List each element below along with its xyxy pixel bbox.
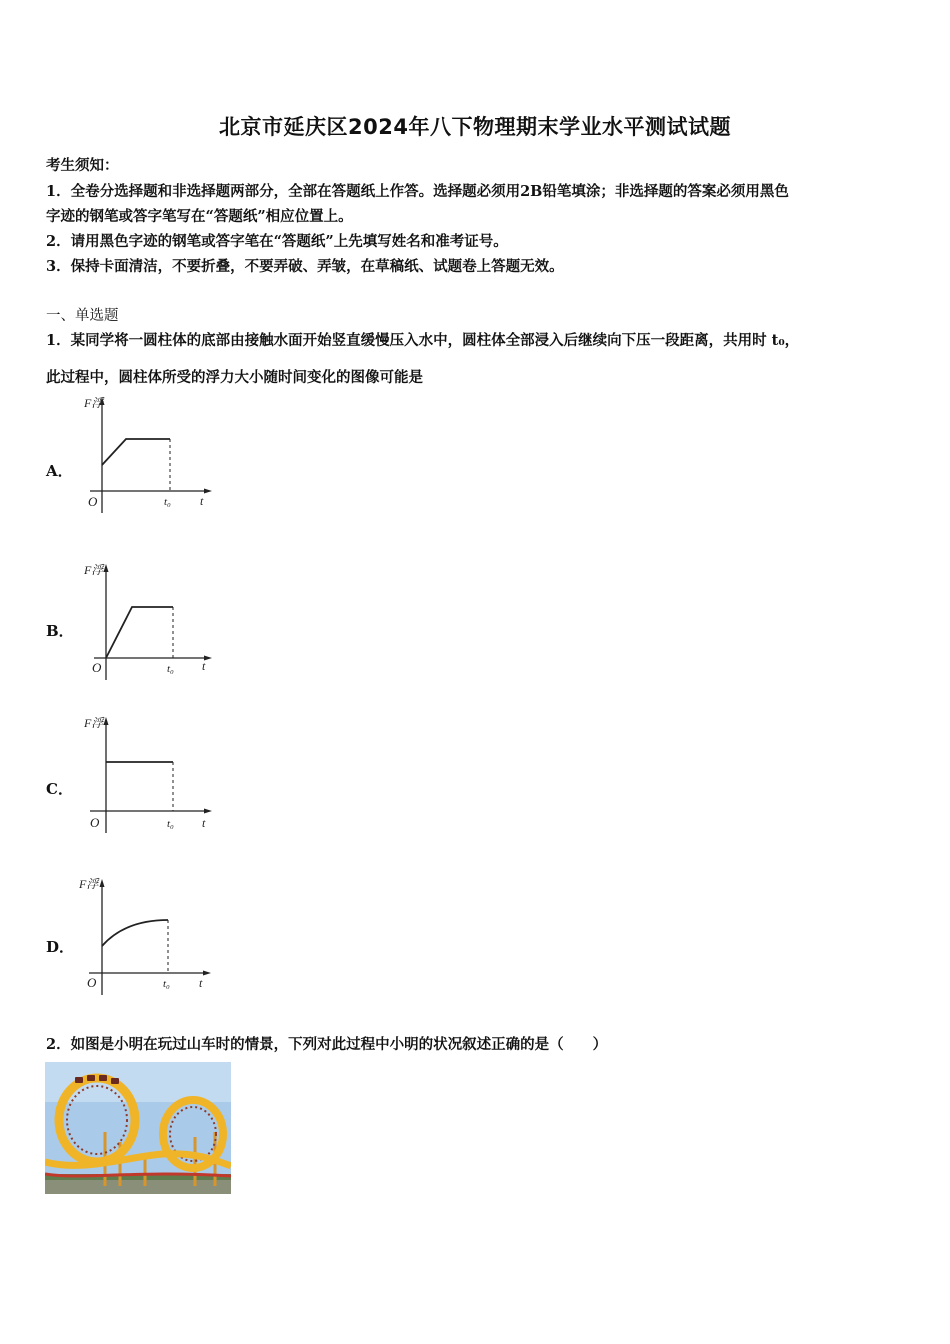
origin-label: O <box>90 815 100 830</box>
t0-label: t₀ <box>163 978 170 990</box>
y-axis-label: F浮 <box>84 396 104 410</box>
section-heading: 一、单选题 <box>46 308 119 324</box>
x-axis-label: t <box>202 659 206 673</box>
buoyancy-curve <box>106 607 173 658</box>
option-d-label: D． <box>46 938 75 956</box>
x-axis-label: t <box>202 816 206 830</box>
ground <box>45 1180 231 1194</box>
y-axis-label: F浮 <box>84 716 104 730</box>
notice-item: 2．请用黑色字迹的钢笔或答字笔在“答题纸”上先填写姓名和准考证号。 <box>46 233 508 250</box>
x-axis-arrow <box>203 971 211 976</box>
y-axis-arrow <box>100 879 105 887</box>
origin-label: O <box>92 660 102 675</box>
option-c-graph <box>80 713 220 838</box>
roller-coaster-photo <box>45 1062 231 1194</box>
y-axis-arrow <box>104 564 109 572</box>
buoyancy-curve <box>102 439 170 465</box>
option-b-graph <box>80 560 220 685</box>
y-axis-label: F浮 <box>79 877 99 891</box>
buoyancy-curve <box>102 920 168 946</box>
origin-label: O <box>88 494 98 509</box>
question-1-line-1: 1．某同学将一圆柱体的底部由接触水面开始竖直缓慢压入水中，圆柱体全部浸入后继续向下压一段距离，共用时 t₀， <box>46 332 800 349</box>
x-axis-label: t <box>200 494 204 508</box>
y-axis-label: F浮 <box>84 563 104 577</box>
x-axis-label: t <box>199 976 203 990</box>
option-c-label: C． <box>46 780 73 798</box>
page-title: 北京市延庆区2024年八下物理期末学业水平测试试题 <box>219 115 731 139</box>
notice-item: 1．全卷分选择题和非选择题两部分，全部在答题纸上作答。选择题必须用2B铅笔填涂；非选择题的答案必须用黑色 <box>46 183 789 200</box>
notice-item: 字迹的钢笔或答字笔写在“答题纸”相应位置上。 <box>46 208 353 225</box>
x-axis-arrow <box>204 809 212 814</box>
option-d-graph <box>75 873 220 998</box>
question-1-line-2: 此过程中，圆柱体所受的浮力大小随时间变化的图像可能是 <box>46 369 423 386</box>
origin-label: O <box>87 975 97 990</box>
t0-label: t₀ <box>167 663 174 675</box>
option-a-graph <box>80 393 220 518</box>
t0-label: t₀ <box>164 496 171 508</box>
option-a-label: A． <box>46 462 73 480</box>
y-axis-arrow <box>104 717 109 725</box>
t0-label: t₀ <box>167 818 174 830</box>
notice-heading: 考生须知： <box>46 157 119 174</box>
question-2-text: 2．如图是小明在玩过山车时的情景，下列对此过程中小明的状况叙述正确的是（ ） <box>46 1036 608 1053</box>
option-b-label: B． <box>46 622 74 640</box>
notice-item: 3．保持卡面清洁，不要折叠，不要弄破、弄皱，在草稿纸、试题卷上答题无效。 <box>46 258 564 275</box>
x-axis-arrow <box>204 489 212 494</box>
